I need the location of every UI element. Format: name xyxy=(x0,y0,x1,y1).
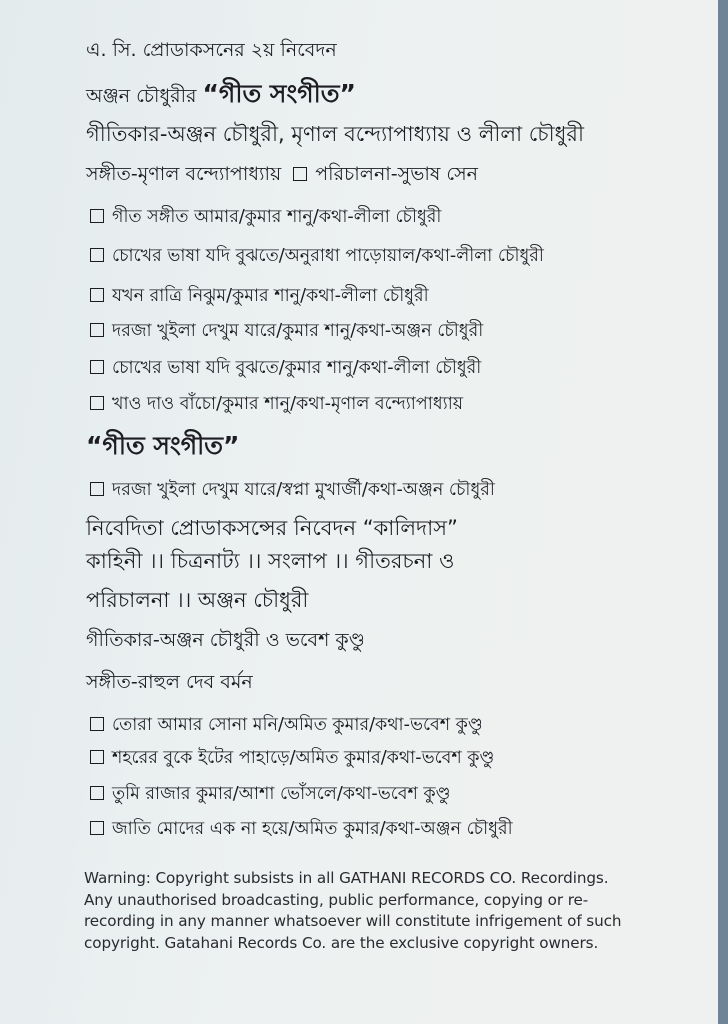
checkbox-square-icon xyxy=(90,396,104,410)
checkbox-square-icon xyxy=(90,360,104,374)
album1-direction: পরিচালনা-সুভাষ সেন xyxy=(315,163,478,185)
track-item xyxy=(90,204,441,233)
album2-header: নিবেদিতা প্রোডাকসন্সের নিবেদন “কালিদাস” xyxy=(86,516,458,540)
track-text: চোখের ভাষা যদি বুঝতে/কুমার শানু/কথা-লীলা চৌধুরী xyxy=(112,358,482,378)
track-text: তোরা আমার সোনা মনি/অমিত কুমার/কথা-ভবেশ কুণ্ডু xyxy=(112,715,483,735)
track-text: যখন রাত্রি নিঝুম/কুমার শানু/কথা-লীলা চৌধুরী xyxy=(112,286,429,306)
track-item xyxy=(90,243,544,272)
track-text: দরজা খুইলা দেখুম যারে/স্বপ্না মুখার্জী/কথা-অঞ্জন চৌধুরী xyxy=(112,480,495,500)
checkbox-square-icon xyxy=(90,248,104,262)
track-item xyxy=(90,355,481,384)
track-text: গীত সঙ্গীত আমার/কুমার শানু/কথা-লীলা চৌধুরী xyxy=(112,207,442,227)
album1-title-line xyxy=(86,74,356,117)
track-item xyxy=(90,781,451,810)
track-text: জাতি মোদের এক না হয়ে/অমিত কুমার/কথা-অঞ্জন চৌধুরী xyxy=(112,819,513,839)
album1-music: সঙ্গীত-মৃণাল বন্দ্যোপাধ্যায় xyxy=(86,163,282,185)
album2-lyricists: গীতিকার-অঞ্জন চৌধুরী ও ভবেশ কুণ্ডু xyxy=(86,629,365,651)
checkbox-square-icon xyxy=(90,821,104,835)
track-item xyxy=(90,318,483,347)
track-item xyxy=(90,391,463,420)
album1b-title: “গীত সংগীত” xyxy=(86,431,240,460)
album1-lyricists: গীতিকার-অঞ্জন চৌধুরী, মৃণাল বন্দ্যোপাধ্যায় ও লীলা চৌধুরী xyxy=(86,122,584,146)
track-item xyxy=(90,477,495,506)
checkbox-square-icon xyxy=(90,323,104,337)
track-text: দরজা খুইলা দেখুম যারে/কুমার শানু/কথা-অঞ্জন চৌধুরী xyxy=(112,321,484,341)
track-item xyxy=(90,745,494,774)
album2-credits-line1: কাহিনী ।। চিত্রনাট্য ।। সংলাপ ।। গীতরচনা ও xyxy=(86,549,455,573)
checkbox-square-icon xyxy=(293,167,307,181)
track-text: খাও দাও বাঁচো/কুমার শানু/কথা-মৃণাল বন্দ্যোপাধ্যায় xyxy=(112,394,464,414)
copyright-warning: Warning: Copyright subsists in all GATHANI RECORDS CO. Recordings. Any unauthorised broadcasting, public performance, copying or re-recording in any manner whatsoever will constitute infrigement of such copyright. Gatahani Records Co. are the exclusive copyright owners. xyxy=(84,869,622,952)
album2-music: সঙ্গীত-রাহুল দেব বর্মন xyxy=(86,671,253,693)
album1-title: “গীত সংগীত” xyxy=(202,79,356,108)
track-text: চোখের ভাষা যদি বুঝতে/অনুরাধা পাড়োয়াল/কথা-লীলা চৌধুরী xyxy=(112,246,544,266)
track-text: শহরের বুকে ইটের পাহাড়ে/অমিত কুমার/কথা-ভবেশ কুণ্ডু xyxy=(112,748,495,768)
checkbox-square-icon xyxy=(90,209,104,223)
album1-title-prefix: অঞ্জন চৌধুরীর xyxy=(86,85,197,107)
track-item xyxy=(90,712,483,741)
album1-music-direction xyxy=(86,160,478,192)
checkbox-square-icon xyxy=(90,482,104,496)
checkbox-square-icon xyxy=(90,786,104,800)
album2-credits-line2: পরিচালনা ।। অঞ্জন চৌধুরী xyxy=(86,588,309,612)
track-item xyxy=(90,816,513,845)
checkbox-square-icon xyxy=(90,288,104,302)
checkbox-square-icon xyxy=(90,750,104,764)
track-item xyxy=(90,283,429,312)
checkbox-square-icon xyxy=(90,717,104,731)
production-header: এ. সি. প্রোডাকসনের ২য় নিবেদন xyxy=(86,39,337,61)
track-text: তুমি রাজার কুমার/আশা ভোঁসলে/কথা-ভবেশ কুণ্ডু xyxy=(112,784,451,804)
